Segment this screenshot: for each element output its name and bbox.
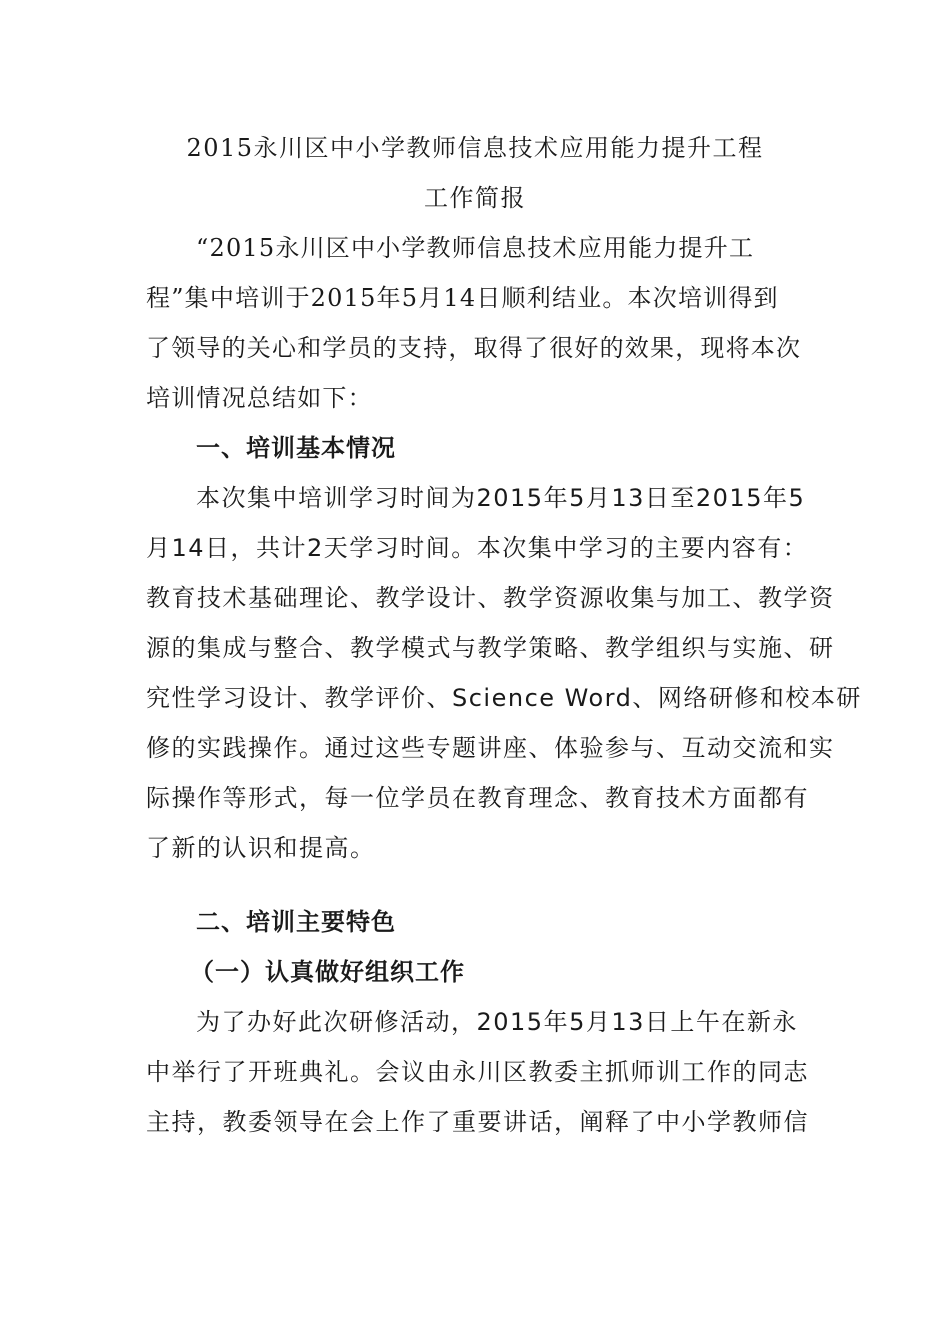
section1-line-1: 本次集中培训学习时间为2015年5月13日至2015年5	[196, 484, 806, 512]
section1-line-3: 教育技术基础理论、教学设计、教学资源收集与加工、教学资	[146, 584, 835, 612]
section1-heading: 一、培训基本情况	[196, 434, 396, 462]
section2-subheading: （一）认真做好组织工作	[190, 958, 465, 986]
section1-line-8: 了新的认识和提高。	[146, 834, 376, 862]
section2-heading: 二、培训主要特色	[196, 908, 396, 936]
section1-line-6: 修的实践操作。通过这些专题讲座、体验参与、互动交流和实	[146, 734, 835, 762]
section2-line-1: 为了办好此次研修活动，2015年5月13日上午在新永	[196, 1008, 798, 1036]
document-title-line-1: 2015永川区中小学教师信息技术应用能力提升工程	[186, 134, 764, 162]
section2-line-3: 主持，教委领导在会上作了重要讲话，阐释了中小学教师信	[146, 1108, 809, 1136]
section1-line-5: 究性学习设计、教学评价、Science Word、网络研修和校本研	[146, 684, 862, 712]
section2-line-2: 中举行了开班典礼。会议由永川区教委主抓师训工作的同志	[146, 1058, 809, 1086]
intro-line-4: 培训情况总结如下：	[146, 384, 373, 412]
section1-line-2: 月14日，共计2天学习时间。本次集中学习的主要内容有：	[146, 534, 809, 562]
intro-line-3: 了领导的关心和学员的支持，取得了很好的效果，现将本次	[146, 334, 802, 362]
intro-line-2: 程”集中培训于2015年5月14日顺利结业。本次培训得到	[146, 284, 779, 312]
document-title-line-2: 工作简报	[424, 184, 526, 212]
section1-line-4: 源的集成与整合、教学模式与教学策略、教学组织与实施、研	[146, 634, 835, 662]
intro-line-1: “2015永川区中小学教师信息技术应用能力提升工	[196, 234, 755, 262]
section1-line-7: 际操作等形式，每一位学员在教育理念、教育技术方面都有	[146, 784, 809, 812]
